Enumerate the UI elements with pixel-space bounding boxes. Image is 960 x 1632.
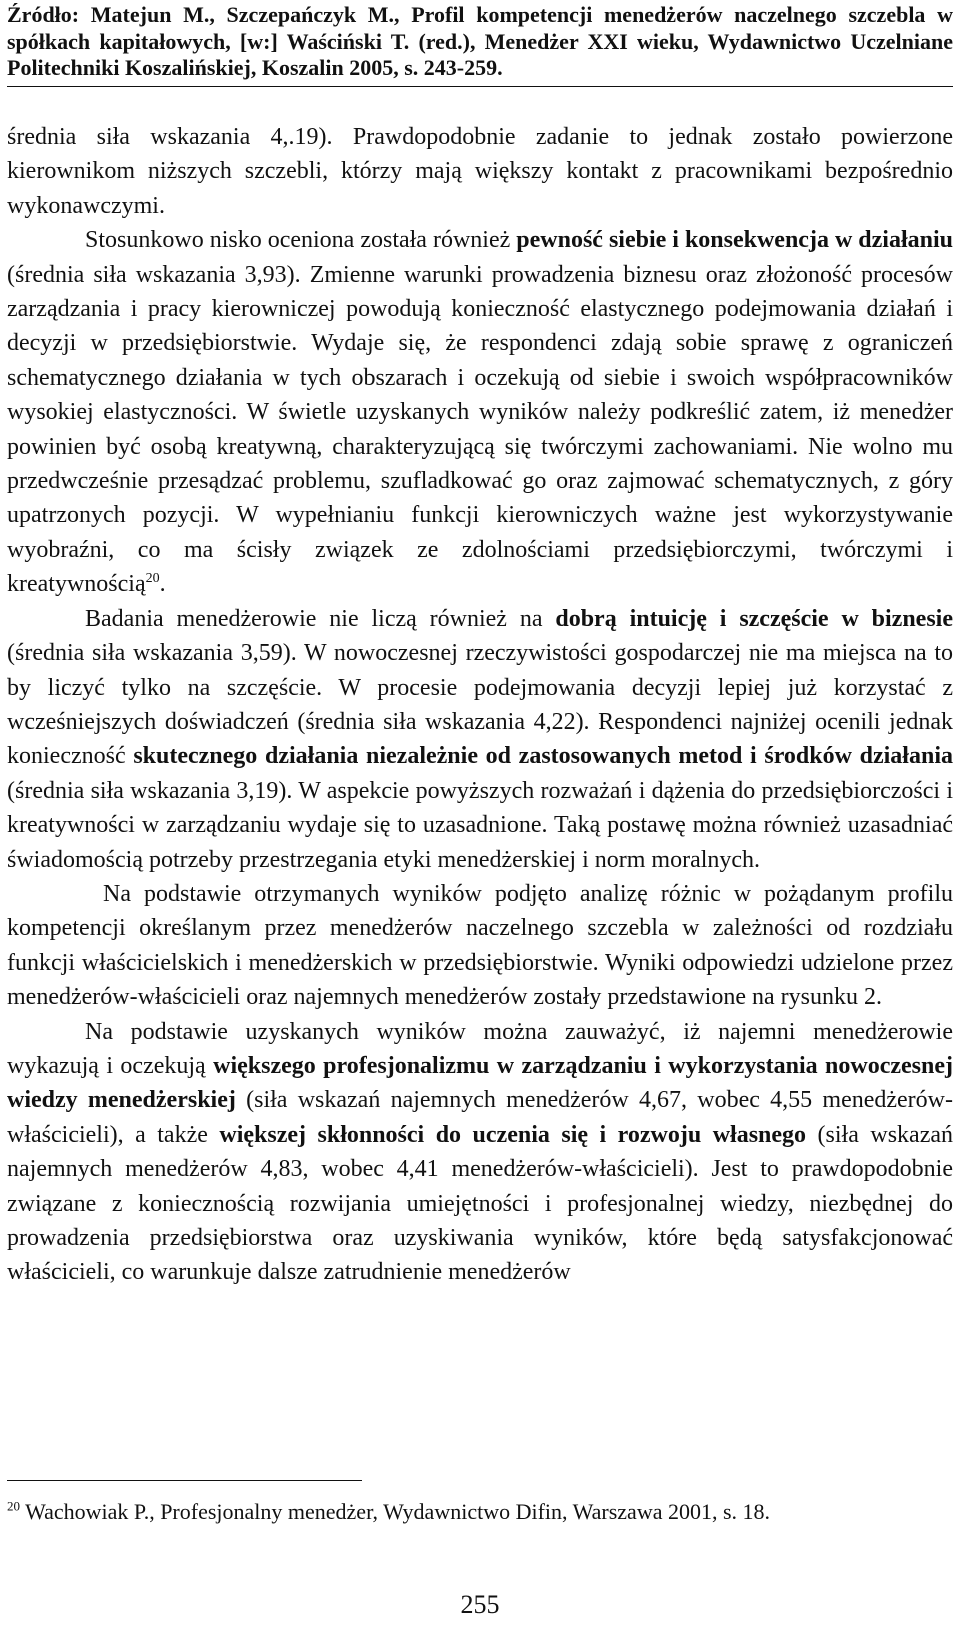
paragraph-1 bbox=[7, 120, 953, 223]
footnote-text: Wachowiak P., Profesjonalny menedżer, Wydawnictwo Difin, Warszawa 2001, s. 18. bbox=[20, 1499, 771, 1524]
paragraph-5-bold-phrase-1: większego profesjonalizmu w zarządzaniu i wykorzystania nowoczesnej wiedzy menedżerskiej bbox=[7, 1052, 953, 1114]
source-divider bbox=[7, 86, 953, 87]
paragraph-2-text-a: Stosunkowo nisko oceniona została również bbox=[85, 227, 517, 254]
paragraph-3-text-c: (średnia siła wskazania 3,59). W nowoczesnej rzeczywistości gospodarczej nie ma miejsca na to by liczyć tylko na szczęście. W procesie podejmowania decyzji lepiej już korzystać z wcześniejszych doświadczeń (średnia siła wskazania 4,22). Respondenci najniżej ocenili jednak konieczność bbox=[7, 640, 953, 770]
paragraph-4 bbox=[7, 877, 953, 1015]
footnote bbox=[7, 1497, 953, 1527]
paragraph-2 bbox=[7, 223, 953, 601]
paragraph-5-text-c: (siła wskazań najemnych menedżerów 4,67, wobec 4,55 menedżerów-właścicieli), a także bbox=[7, 1087, 953, 1148]
source-label: Źródło: bbox=[7, 2, 80, 27]
page-number: 255 bbox=[460, 1590, 500, 1619]
paragraph-2-text-d: . bbox=[159, 571, 166, 598]
body-text bbox=[7, 120, 953, 1290]
paragraph-5-bold-phrase-2: większej skłonności do uczenia się i rozwoju własnego bbox=[219, 1121, 807, 1148]
paragraph-2-bold-phrase: pewność siebie i konsekwencja w działaniu bbox=[516, 227, 953, 254]
footnote-reference: 20 bbox=[145, 571, 160, 587]
source-text: Matejun M., Szczepańczyk M., Profil kompetencji menedżerów naczelnego szczebla w spółkach kapitałowych, [w:] Waściński T. (red.), Menedżer XXI wieku, Wydawnictwo Uczelniane Politechniki Koszalińskiej, Koszalin 2005, s. 243-259. bbox=[7, 2, 953, 80]
source-citation bbox=[7, 2, 953, 82]
paragraph-5-text-a: Na podstawie uzyskanych wyników można zauważyć, iż najemni menedżerowie wykazują i oczekują bbox=[7, 1018, 953, 1079]
paragraph-3-bold-phrase-1: dobrą intuicję i szczęście w biznesie bbox=[555, 605, 953, 632]
paragraph-3-bold-phrase-2: skutecznego działania niezależnie od zastosowanych metod i środków działania bbox=[133, 743, 953, 770]
paragraph-2-text-c: (średnia siła wskazania 3,93). Zmienne warunki prowadzenia biznesu oraz złożoność procesów zarządzania i pracy kierowniczej powodują konieczność elastycznego podejmowania działań i decyzji w przedsiębiorstwie. Wydaje się, że respondenci zdają sobie sprawę z ograniczeń schematycznego działania w tych obszarach i oczekują od siebie i swoich współpracowników wysokiej elastyczności. W świetle uzyskanych wyników należy podkreślić zatem, iż menedżer powinien być osobą kreatywną, charakteryzującą się twórczymi zachowaniami. Nie wolno mu przedwcześnie przesądzać problemu, szufladkować go oraz zajmować schematycznych, z góry upatrzonych pozycji. W wypełnianiu funkcji kierowniczych ważne jest wykorzystywanie wyobraźni, co ma ścisły związek ze zdolnościami przedsiębiorczymi, twórczymi i kreatywnością bbox=[7, 261, 953, 598]
paragraph-3-text-a: Badania menedżerowie nie liczą również na bbox=[85, 605, 556, 632]
footnote-divider bbox=[7, 1480, 362, 1481]
paragraph-3 bbox=[7, 602, 953, 877]
paragraph-5 bbox=[7, 1015, 953, 1290]
paragraph-5-text-e: (siła wskazań najemnych menedżerów 4,83, wobec 4,41 menedżerów-właścicieli). Jest to prawdopodobnie związane z koniecznością rozwijania umiejętności i profesjonalnej wiedzy, niezbędnej do prowadzenia przedsiębiorstwa oraz uzyskiwania wyników, które będą satysfakcjonować właścicieli, co warunkuje dalsze zatrudnienie menedżerów bbox=[7, 1121, 953, 1286]
paragraph-1-text: średnia siła wskazania 4,.19). Prawdopodobnie zadanie to jednak zostało powierzone kierownikom niższych szczebli, którzy mają większy kontakt z pracownikami bezpośrednio wykonawczymi. bbox=[7, 124, 953, 219]
footnote-number: 20 bbox=[7, 1498, 20, 1514]
paragraph-3-text-e: (średnia siła wskazania 3,19). W aspekcie powyższych rozważań i dążenia do przedsiębiorczości i kreatywności w zarządzaniu wydaje się to uzasadnione. Taką postawę można również uzasadniać świadomością potrzeby przestrzegania etyki menedżerskiej i norm moralnych. bbox=[7, 777, 953, 873]
paragraph-4-text: Na podstawie otrzymanych wyników podjęto analizę różnic w pożądanym profilu kompetencji określanym przez menedżerów naczelnego szczebla w zależności od rozdziału funkcji właścicielskich i menedżerskich w przedsiębiorstwie. Wyniki odpowiedzi udzielone przez menedżerów-właścicieli oraz najemnych menedżerów zostały przedstawione na rysunku 2. bbox=[7, 880, 953, 1011]
